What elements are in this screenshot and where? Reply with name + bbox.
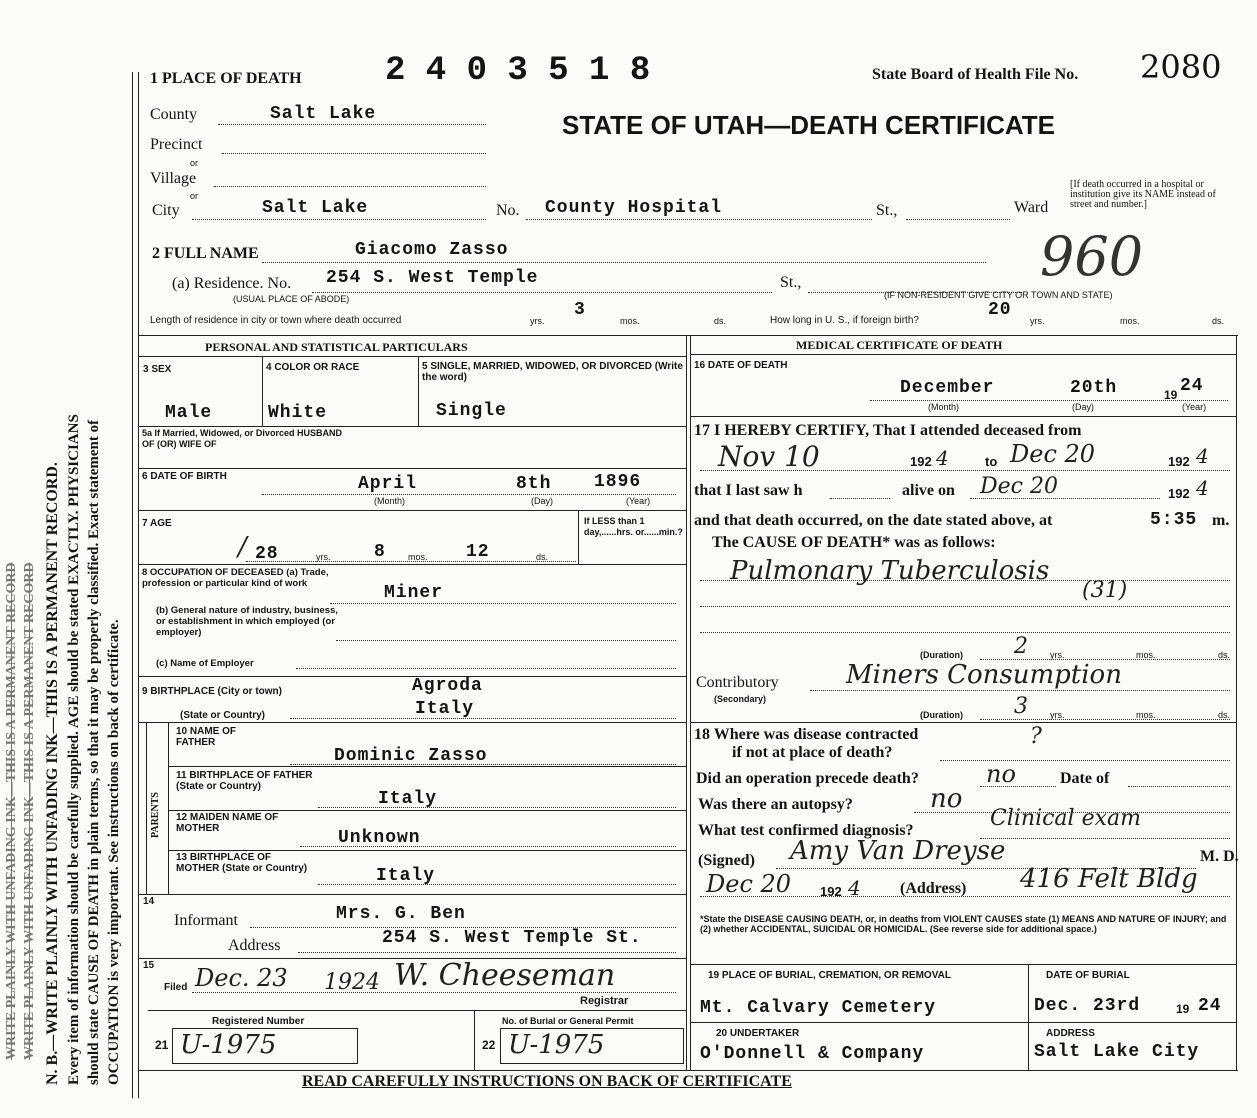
secondary-label: (Secondary) — [714, 694, 767, 704]
footer-instructions: READ CAREFULLY INSTRUCTIONS ON BACK OF CERTIFICATE — [302, 1073, 792, 1090]
side-instruction-3: should state CAUSE OF DEATH in plain terms, so that it may be properly classified. Exact statement of — [86, 419, 102, 1085]
less-than-label: If LESS than 1 day,......hrs. or......min.? — [584, 516, 683, 537]
mother-value: Unknown — [338, 828, 421, 848]
signed-year: 4 — [848, 876, 861, 900]
marital-label: 5 SINGLE, MARRIED, WIDOWED, OR DIVORCED (Write the word) — [422, 361, 683, 383]
duration-mos-1: mos. — [1136, 650, 1156, 660]
dod-day-caption: (Day) — [1072, 402, 1094, 412]
duration-ds-2: ds. — [1218, 710, 1231, 720]
village-label: Village — [150, 170, 197, 187]
us-ds-label: ds. — [1212, 316, 1225, 326]
marital-value: Single — [436, 401, 507, 421]
item-14: 14 — [143, 896, 155, 907]
length-mos-value: 3 — [574, 300, 586, 320]
age-label: 7 AGE — [142, 518, 172, 529]
city-value: Salt Lake — [262, 198, 369, 218]
county-label: County — [150, 106, 198, 123]
burial-date: Dec. 23rd — [1034, 996, 1141, 1016]
date-of-label: Date of — [1060, 770, 1110, 787]
duration-2: 3 — [1014, 694, 1028, 719]
edge-text-2: WRITE PLAINLY WITH UNFADING INK—THIS IS A PERMANENT RECORD — [22, 562, 37, 1060]
last-year: 4 — [1196, 476, 1209, 500]
physician-address-label: (Address) — [900, 880, 967, 897]
signed-date: Dec 20 — [706, 870, 792, 898]
abode-note: (USUAL PLACE OF ABODE) — [233, 294, 350, 304]
precinct-label: Precinct — [150, 136, 203, 153]
residence-label: (a) Residence. No. — [172, 275, 292, 292]
duration-mos-2: mos. — [1136, 710, 1156, 720]
age-months: 8 — [374, 542, 386, 562]
signed-label: (Signed) — [698, 852, 755, 869]
certify-label: 17 I HEREBY CERTIFY, That I attended deceased from — [694, 422, 1082, 439]
undertaker-value: O'Donnell & Company — [700, 1044, 925, 1064]
full-name-value: Giacomo Zasso — [355, 240, 509, 260]
dod-month: December — [900, 378, 995, 398]
county-value: Salt Lake — [270, 104, 377, 124]
dod-label: 16 DATE OF DEATH — [694, 360, 788, 371]
mos-label: mos. — [620, 316, 640, 326]
physician-signature: Amy Van Dreyse — [790, 836, 1006, 866]
informant-label: Informant — [174, 912, 238, 929]
burial-permit-label: No. of Burial or General Permit — [502, 1016, 634, 1026]
dod-month-caption: (Month) — [928, 402, 960, 412]
personal-section-title: PERSONAL AND STATISTICAL PARTICULARS — [205, 340, 468, 354]
sex-label: 3 SEX — [143, 364, 172, 375]
residence-st-label: St., — [780, 274, 802, 291]
ward-note: [If death occurred in a hospital or institution give its NAME instead of street and number.] — [1070, 179, 1216, 210]
length-label: Length of residence in city or town where death occurred — [150, 315, 402, 326]
ward-label: Ward — [1014, 199, 1049, 216]
dob-day-caption: (Day) — [531, 496, 553, 506]
burial-place: Mt. Calvary Cemetery — [700, 998, 937, 1018]
autopsy-label: Was there an autopsy? — [698, 796, 853, 813]
age-yrs-label: yrs. — [316, 552, 331, 562]
birthplace-city: Agroda — [412, 676, 483, 696]
father-birthplace-label: 11 BIRTHPLACE OF FATHER (State or Country) — [176, 770, 313, 792]
dob-year: 1896 — [594, 472, 642, 492]
age-mos-label: mos. — [408, 552, 428, 562]
operation-label: Did an operation precede death? — [696, 770, 919, 787]
side-instruction-1: N. B.—WRITE PLAINLY WITH UNFADING INK—THIS IS A PERMANENT RECORD. — [44, 462, 61, 1085]
informant-address: 254 S. West Temple St. — [382, 928, 642, 948]
duration-1: 2 — [1014, 634, 1028, 659]
full-name-label: 2 FULL NAME — [152, 245, 259, 262]
side-instruction-4: OCCUPATION is very important. See instructions on back of certificate. — [106, 619, 122, 1085]
ward-handwriting: 960 — [1040, 225, 1144, 288]
attended-to: Dec 20 — [1010, 440, 1096, 468]
attended-from: Nov 10 — [718, 440, 820, 473]
to-year: 4 — [1196, 444, 1209, 468]
dob-day: 8th — [516, 474, 552, 494]
occupation-label: 8 OCCUPATION OF DECEASED (a) Trade, profession or particular kind of work — [142, 567, 329, 589]
spouse-label: 5a If Married, Widowed, or Divorced HUSBAND OF (OR) WIFE OF — [142, 428, 342, 449]
parents-label: PARENTS — [150, 792, 161, 838]
mother-birthplace: Italy — [376, 866, 436, 886]
filed-year: 1924 — [324, 970, 380, 995]
informant-value: Mrs. G. Ben — [336, 904, 466, 924]
last-year-prefix: 192 — [1168, 486, 1190, 501]
hospital-value: County Hospital — [545, 198, 723, 218]
death-time-suffix: m. — [1212, 512, 1230, 529]
reg-number: U-1975 — [180, 1030, 277, 1060]
signed-year-prefix: 192 — [820, 884, 842, 899]
birthplace-state-label: (State or Country) — [180, 710, 265, 721]
from-year-prefix: 192 — [910, 454, 932, 469]
father-label: 10 NAME OF FATHER — [176, 726, 237, 748]
cause-footnote: *State the DISEASE CAUSING DEATH, or, in deaths from VIOLENT CAUSES state (1) MEANS AND NATURE OF INJURY; and (2) whether ACCIDENTAL, SUICIDAL OR HOMICIDAL. (See reverse side for additional space.) — [700, 914, 1227, 934]
md-label: M. D. — [1200, 848, 1239, 865]
birthplace-label: 9 BIRTHPLACE (City or town) — [142, 686, 282, 697]
certificate-number: 2 4 0 3 5 1 8 — [385, 52, 651, 90]
color-value: White — [268, 403, 328, 423]
registrar-label: Registrar — [580, 995, 629, 1007]
dob-month-caption: (Month) — [374, 496, 406, 506]
ds-label: ds. — [714, 316, 727, 326]
dod-year-caption: (Year) — [1182, 402, 1207, 412]
duration-yrs-2: yrs. — [1050, 710, 1065, 720]
undertaker-address: Salt Lake City — [1034, 1042, 1200, 1062]
age-years: 28 — [255, 544, 279, 564]
edge-text-1: WRITE PLAINLY WITH UNFADING INK—THIS IS A PERMANENT RECORD — [4, 562, 19, 1060]
cause-value: Pulmonary Tuberculosis — [730, 556, 1050, 586]
file-no: 2080 — [1140, 48, 1222, 86]
alive-label: alive on — [902, 482, 955, 499]
occupation-value: Miner — [384, 583, 444, 603]
death-time: 5:35 — [1150, 510, 1198, 530]
contributory-value: Miners Consumption — [846, 660, 1122, 690]
mother-birthplace-label: 13 BIRTHPLACE OF MOTHER (State or Country) — [176, 852, 308, 874]
yrs-label: yrs. — [530, 316, 545, 326]
to-year-prefix: 192 — [1168, 454, 1190, 469]
burial-year-prefix: 19 — [1176, 1002, 1190, 1016]
us-years-value: 20 — [988, 300, 1012, 320]
no-label: No. — [496, 202, 520, 219]
residence-value: 254 S. West Temple — [326, 268, 539, 288]
age-days: 12 — [466, 542, 490, 562]
age-ds-label: ds. — [536, 552, 549, 562]
st-label: St., — [876, 202, 898, 219]
place-of-death-label: 1 PLACE OF DEATH — [150, 70, 302, 87]
medical-section-title: MEDICAL CERTIFICATE OF DEATH — [796, 338, 1003, 352]
burial-permit: U-1975 — [508, 1030, 605, 1060]
father-value: Dominic Zasso — [334, 746, 488, 766]
contributory-label: Contributory — [696, 674, 779, 691]
side-instruction-2: Every item of information should be carefully supplied. AGE should be stated EXACTLY. PHYSICIANS — [66, 414, 82, 1085]
operation-value: no — [986, 760, 1016, 788]
to-label: to — [985, 454, 998, 469]
registrar-signature: W. Cheeseman — [394, 958, 616, 993]
birthplace-country: Italy — [415, 699, 475, 719]
informant-address-label: Address — [228, 937, 281, 954]
duration-yrs-1: yrs. — [1050, 650, 1065, 660]
cause-code: (31) — [1082, 578, 1128, 603]
dod-year-prefix: 19 — [1164, 388, 1178, 402]
undertaker-address-label: ADDRESS — [1046, 1028, 1095, 1039]
file-no-label: State Board of Health File No. — [872, 66, 1079, 83]
death-occurred-label: and that death occurred, on the date stated above, at — [694, 512, 1053, 529]
dob-label: 6 DATE OF BIRTH — [142, 471, 227, 482]
sex-value: Male — [165, 403, 213, 423]
dod-year: 24 — [1180, 376, 1204, 396]
last-saw-date: Dec 20 — [980, 474, 1058, 499]
cause-label: The CAUSE OF DEATH* was as follows: — [712, 534, 996, 551]
certificate-title: STATE OF UTAH—DEATH CERTIFICATE — [562, 110, 1055, 140]
or-2: or — [190, 191, 199, 201]
physician-address: 416 Felt Bldg — [1020, 864, 1198, 894]
dod-day: 20th — [1070, 378, 1118, 398]
industry-label: (b) General nature of industry, business, or establishment in which employed (or employer) — [156, 605, 338, 638]
us-yrs-label: yrs. — [1030, 316, 1045, 326]
color-label: 4 COLOR OR RACE — [266, 362, 360, 373]
test-value: Clinical exam — [990, 806, 1141, 831]
item-21: 21 — [155, 1038, 169, 1052]
employer-label: (c) Name of Employer — [156, 658, 254, 669]
contracted-label-2: if not at place of death? — [732, 744, 893, 761]
burial-year: 24 — [1198, 996, 1222, 1016]
how-long-label: How long in U. S., if foreign birth? — [770, 315, 919, 326]
duration-label-1: (Duration) — [920, 650, 963, 660]
burial-place-label: 19 PLACE OF BURIAL, CREMATION, OR REMOVAL — [708, 970, 951, 981]
duration-label-2: (Duration) — [920, 710, 963, 720]
contracted-label: 18 Where was disease contracted — [694, 726, 919, 743]
filed-label: Filed — [164, 982, 188, 993]
test-label: What test confirmed diagnosis? — [698, 822, 914, 839]
father-birthplace: Italy — [378, 789, 438, 809]
burial-date-label: DATE OF BURIAL — [1046, 970, 1130, 981]
contracted-value: ? — [1030, 724, 1042, 749]
nonres-note: (IF NON-RESIDENT GIVE CITY OR TOWN AND STATE) — [884, 290, 1113, 300]
us-mos-label: mos. — [1120, 316, 1140, 326]
city-label: City — [152, 202, 180, 219]
duration-ds-1: ds. — [1218, 650, 1231, 660]
or-1: or — [190, 158, 199, 168]
autopsy-value: no — [930, 784, 963, 814]
reg-number-label: Registered Number — [212, 1016, 305, 1027]
from-year: 4 — [936, 446, 949, 470]
mother-label: 12 MAIDEN NAME OF MOTHER — [176, 812, 279, 834]
undertaker-label: 20 UNDERTAKER — [716, 1028, 800, 1039]
dob-year-caption: (Year) — [626, 496, 651, 506]
item-15: 15 — [143, 960, 155, 971]
item-22: 22 — [482, 1038, 496, 1052]
last-saw-label: that I last saw h — [694, 482, 803, 499]
filed-date: Dec. 23 — [195, 964, 288, 992]
dob-month: April — [358, 474, 418, 494]
